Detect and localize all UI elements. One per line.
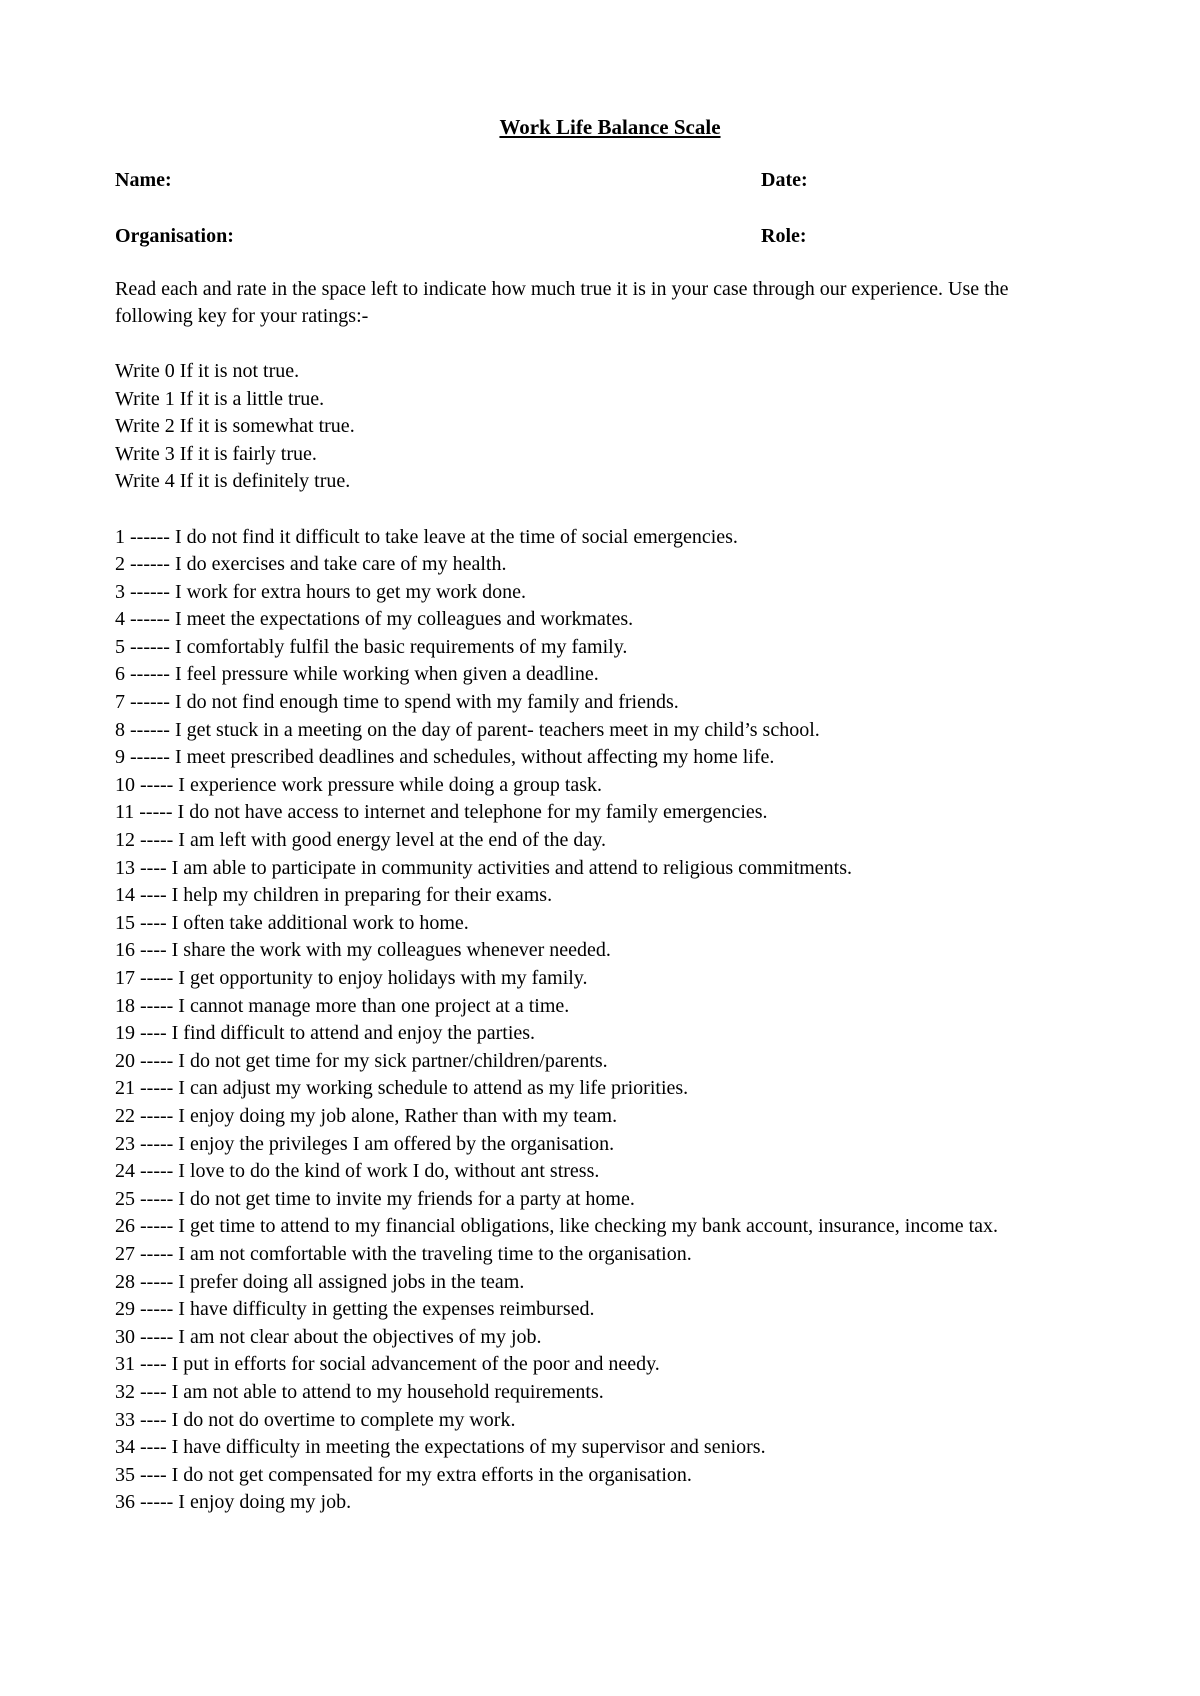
instructions-paragraph: Read each and rate in the space left to indicate how much true it is in your case through our experience. Use the following key for your ratings:- <box>115 278 1009 327</box>
statement-item: 34 ---- I have difficulty in meeting the expectations of my supervisor and seniors. <box>115 1436 766 1459</box>
statement-item: 26 ----- I get time to attend to my financial obligations, like checking my bank account, insurance, income tax. <box>115 1215 999 1238</box>
statement-item: 18 ----- I cannot manage more than one project at a time. <box>115 994 570 1017</box>
statement-item: 25 ----- I do not get time to invite my friends for a party at home. <box>115 1187 635 1210</box>
statement-item: 5 ------ I comfortably fulfil the basic requirements of my family. <box>115 635 628 658</box>
rating-key-item: Write 3 If it is fairly true. <box>115 442 317 465</box>
statement-item: 22 ----- I enjoy doing my job alone, Rather than with my team. <box>115 1104 618 1127</box>
statement-item: 13 ---- I am able to participate in community activities and attend to religious commitments. <box>115 856 853 879</box>
statement-item: 32 ---- I am not able to attend to my household requirements. <box>115 1380 604 1403</box>
statement-item: 11 ----- I do not have access to internet and telephone for my family emergencies. <box>115 801 768 824</box>
statement-item: 30 ----- I am not clear about the objectives of my job. <box>115 1325 542 1348</box>
statement-item: 15 ---- I often take additional work to home. <box>115 911 469 934</box>
rating-key-item: Write 2 If it is somewhat true. <box>115 415 355 437</box>
date-label: Date: <box>761 169 808 191</box>
role-label: Role: <box>761 225 807 247</box>
rating-key-item: Write 1 If it is a little true. <box>115 387 325 410</box>
statement-item: 19 ---- I find difficult to attend and enjoy the parties. <box>115 1022 536 1045</box>
name-label: Name: <box>115 169 172 191</box>
statement-item: 27 ----- I am not comfortable with the traveling time to the organisation. <box>115 1242 692 1265</box>
rating-key-list <box>115 358 1105 496</box>
organisation-role-row <box>115 222 1105 250</box>
statement-item: 2 ------ I do exercises and take care of my health. <box>115 553 507 576</box>
statement-item: 21 ----- I can adjust my working schedule to attend as my life priorities. <box>115 1077 689 1100</box>
statement-item: 9 ------ I meet prescribed deadlines and schedules, without affecting my home life. <box>115 746 775 769</box>
rating-key-item: Write 4 If it is definitely true. <box>115 470 351 492</box>
statement-item: 23 ----- I enjoy the privileges I am offered by the organisation. <box>115 1132 615 1155</box>
statement-list <box>115 524 1105 1517</box>
statement-item: 36 ----- I enjoy doing my job. <box>115 1491 352 1514</box>
statement-item: 29 ----- I have difficulty in getting the expenses reimbursed. <box>115 1298 595 1321</box>
statement-item: 3 ------ I work for extra hours to get my work done. <box>115 580 526 603</box>
statement-item: 10 ----- I experience work pressure while doing a group task. <box>115 773 603 796</box>
statement-item: 12 ----- I am left with good energy level at the end of the day. <box>115 829 606 852</box>
statement-item: 31 ---- I put in efforts for social advancement of the poor and needy. <box>115 1353 660 1376</box>
statement-item: 7 ------ I do not find enough time to spend with my family and friends. <box>115 691 679 714</box>
statement-item: 20 ----- I do not get time for my sick partner/children/parents. <box>115 1049 608 1072</box>
statement-item: 24 ----- I love to do the kind of work I do, without ant stress. <box>115 1160 600 1183</box>
statement-item: 8 ------ I get stuck in a meeting on the day of parent- teachers meet in my child’s school. <box>115 718 820 741</box>
statement-item: 1 ------ I do not find it difficult to take leave at the time of social emergencies. <box>115 525 738 548</box>
rating-key-item: Write 0 If it is not true. <box>115 360 300 382</box>
name-date-row <box>115 166 1105 194</box>
document-title: Work Life Balance Scale <box>499 115 721 139</box>
statement-item: 16 ---- I share the work with my colleagues whenever needed. <box>115 939 611 962</box>
statement-item: 14 ---- I help my children in preparing for their exams. <box>115 884 553 907</box>
document-page <box>115 112 1105 1517</box>
organisation-label: Organisation: <box>115 225 234 247</box>
statement-item: 17 ----- I get opportunity to enjoy holidays with my family. <box>115 967 588 989</box>
statement-item: 4 ------ I meet the expectations of my colleagues and workmates. <box>115 608 634 631</box>
statement-item: 33 ---- I do not do overtime to complete my work. <box>115 1408 516 1431</box>
statement-item: 35 ---- I do not get compensated for my extra efforts in the organisation. <box>115 1463 692 1486</box>
statement-item: 28 ----- I prefer doing all assigned jobs in the team. <box>115 1270 525 1293</box>
statement-item: 6 ------ I feel pressure while working when given a deadline. <box>115 663 599 686</box>
